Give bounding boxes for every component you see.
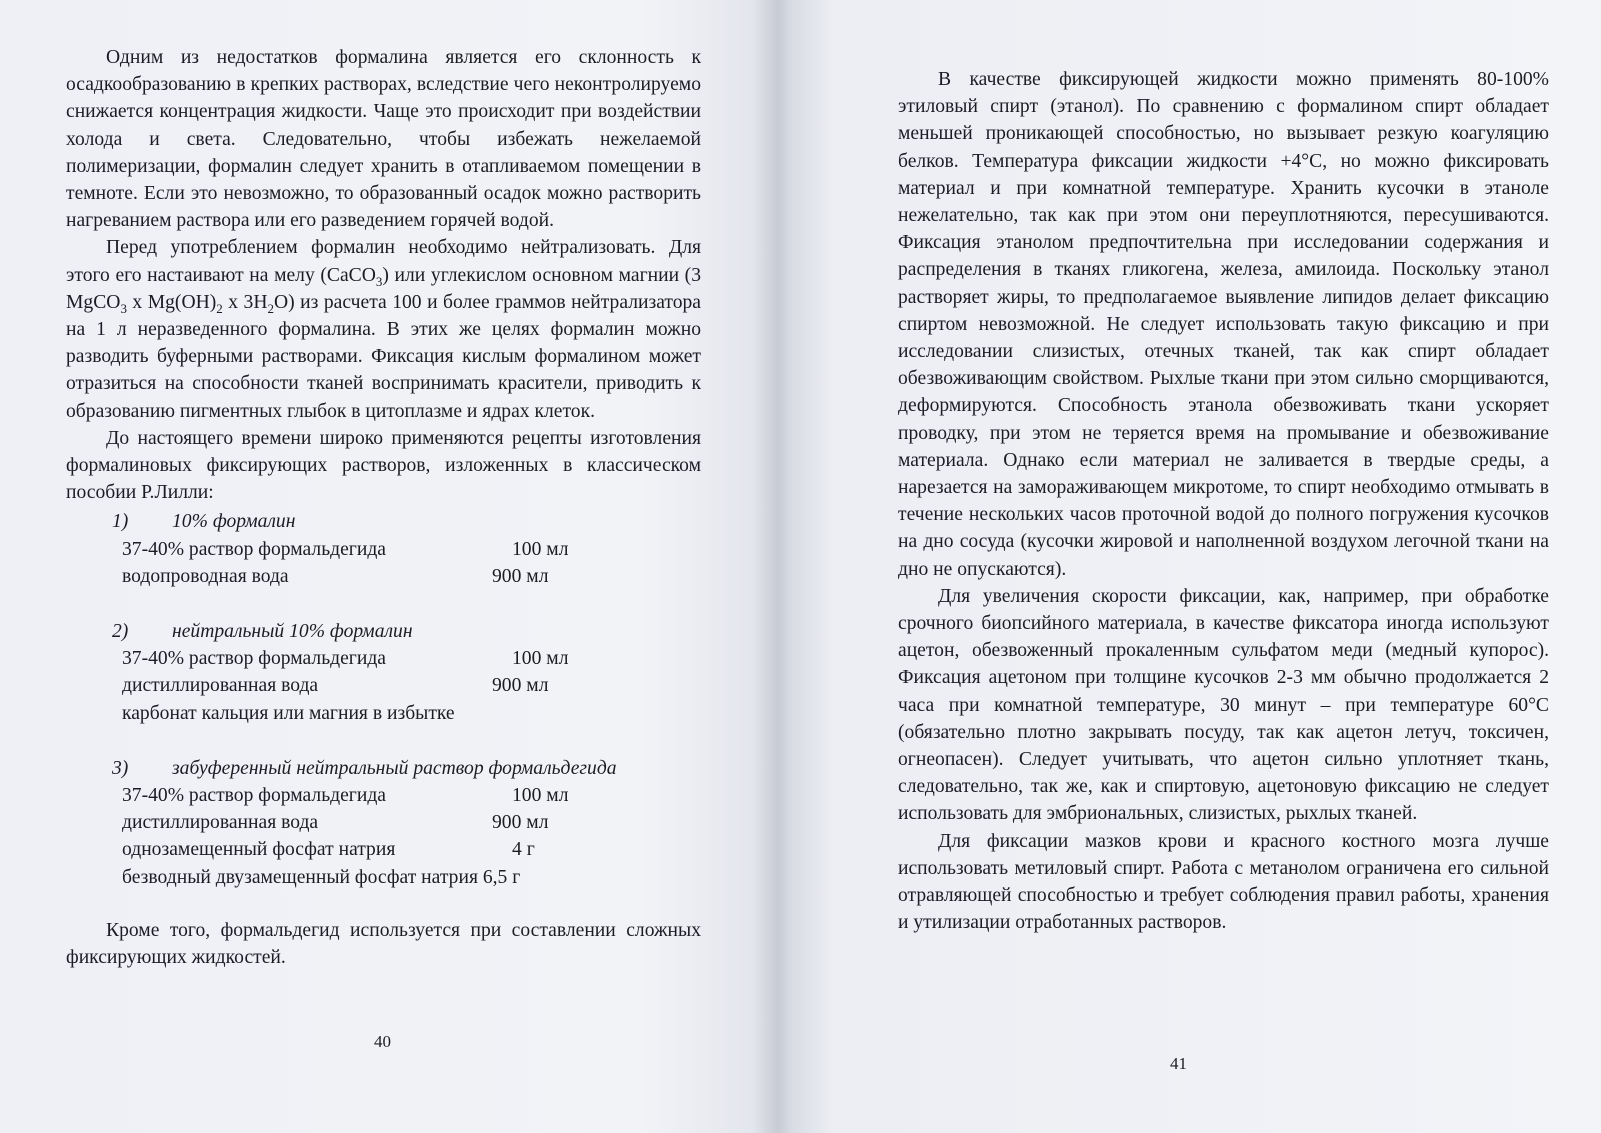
spacer	[66, 590, 701, 616]
paragraph-formalin-precipitation: Одним из недостатков формалина является его склонность к осадкообразованию в крепких растворах, вследствие чего неконтролируемо снижается концентрация жидкости. Чаще это происходит при воздействии холода и света. Следовательно, чтобы избежать нежелаемой полимеризации, формалин следует хранить в отапливаемом помещении в темноте. Если это невозможно, то образованный осадок можно растворить нагреванием раствора или его разведением горячей водой.	[66, 47, 701, 232]
ingredient-row	[66, 536, 701, 563]
paragraph-methanol-fixation: Для фиксации мазков крови и красного костного мозга лучше использовать метиловый спирт. Работа с метанолом ограничена его сильной отравляющей способностью и требует соблюдения правил работы, хранения и утилизации отработанных растворов.	[898, 830, 1549, 934]
paragraph-neutralization	[66, 234, 701, 424]
ingredient-name: водопроводная вода	[122, 565, 289, 587]
ingredient-qty: 900 мл	[492, 675, 549, 697]
recipe-name: забуференный нейтральный раствор формальдегида	[172, 757, 617, 779]
page-number-left: 40	[374, 1032, 391, 1051]
spacer	[66, 891, 701, 917]
right-page	[898, 66, 1549, 937]
paragraph-ethanol-fixation: В качестве фиксирующей жидкости можно применять 80-100% этиловый спирт (этанол). По сравнению с формалином спирт обладает меньшей проникающей способностью, но вызывает резкую коагуляцию белков. Температура фиксации жидкости +4°С, но можно фиксировать материал и при комнатной температуре. Хранить кусочки в этаноле нежелательно, так как при этом они переуплотняются, пересушиваются. Фиксация этанолом предпочтительна при исследовании содержания и распределения в тканях гликогена, железа, амилоида. Поскольку этанол растворяет жиры, то предполагаемое выявление липидов делает фиксацию спиртом невозможной. Не следует использовать такую фиксацию и при исследовании слизистых, отечных тканей, так как спирт обладает обезвоживающим свойством. Рыхлые ткани при этом сильно сморщиваются, деформируются. Способность этанола обезвоживать ткани ускоряет проводку, при этом не теряется время на промывание и обезвоживание материала. Однако если материал не заливается в твердые среды, а нарезается на замораживающем микротоме, то спирт необходимо отмывать в течение нескольких часов проточной водой до полного погружения кусочков на дно сосуда (кусочки жировой и наполненной воздухом легочной ткани на дно не опускаются).	[898, 69, 1549, 580]
ingredient-name: 37-40% раствор формальдегида	[122, 538, 386, 560]
ingredient-row	[66, 782, 701, 809]
subscript: 2	[267, 300, 275, 316]
subscript: 2	[216, 300, 223, 316]
recipe-number: 2)	[112, 621, 129, 643]
recipe-number: 3)	[112, 757, 129, 779]
ingredient-name: дистиллированная вода	[122, 675, 319, 697]
ingredient-name: 37-40% раствор формальдегида	[122, 648, 386, 670]
spacer	[66, 727, 701, 753]
ingredient-qty: 900 мл	[492, 812, 549, 834]
ingredient-row	[66, 809, 701, 836]
ingredient-qty: 100 мл	[512, 648, 569, 670]
paragraph-recipes-intro: До настоящего времени широко применяются рецепты изготовления формалиновых фиксирующих растворов, изложенных в классическом пособии Р.Лилли:	[66, 427, 701, 504]
left-page	[66, 44, 701, 971]
paragraph-complex-fixatives: Кроме того, формальдегид используется при составлении сложных фиксирующих жидкостей.	[66, 919, 701, 969]
text-fragment: x 3H	[222, 291, 268, 313]
recipe-title	[66, 618, 701, 645]
ingredient-name: дистиллированная вода	[122, 812, 319, 834]
recipe-title	[66, 508, 701, 535]
ingredient-row	[66, 836, 701, 863]
ingredient-qty: 4 г	[512, 839, 535, 861]
ingredient-row	[66, 672, 701, 699]
recipe-note: карбонат кальция или магния в избытке	[122, 702, 455, 724]
ingredient-row	[66, 563, 701, 590]
text-fragment: Перед употреблением формалин необходимо нейтрализовать. Для этого его настаивают на мелу (CaCO	[66, 237, 701, 286]
recipe-3	[66, 755, 701, 891]
recipe-note: безводный двузамещенный фосфат натрия 6,5 г	[122, 866, 521, 888]
page-number-right: 41	[1170, 1054, 1187, 1073]
ingredient-qty: 900 мл	[492, 565, 549, 587]
text-fragment: O) из расчета 100 и более граммов нейтрализатора на 1 л неразведенного формалина. В этих же целях формалин можно разводить буферными растворами. Фиксация кислым формалином может отразиться на способности тканей воспринимать красители, приводить к образованию пигментных глыбок в цитоплазме и ядрах клеток.	[66, 291, 701, 422]
recipe-1	[66, 508, 701, 590]
recipe-name: нейтральный 10% формалин	[172, 621, 413, 643]
ingredient-row	[66, 645, 701, 672]
text-fragment: x Mg(OH)	[126, 291, 217, 313]
recipe-2	[66, 618, 701, 727]
paragraph-acetone-fixation: Для увеличения скорости фиксации, как, например, при обработке срочного биопсийного материала, в качестве фиксатора иногда используют ацетон, обезвоженный прокаленным сульфатом меди (медный купорос). Фиксация ацетоном при толщине кусочков 2-3 мм обычно продолжается 2 часа при комнатной температуре, 30 минут – при температуре 60°С (обязательно плотно закрывать посуду, так как ацетон летуч, токсичен, огнеопасен). Следует учитывать, что ацетон сильно уплотняет ткань, следовательно, так же, как и спиртовую, ацетоновую фиксацию не следует использовать для эмбриональных, слизистых, рыхлых тканей.	[898, 585, 1549, 825]
recipe-name: 10% формалин	[172, 511, 296, 533]
ingredient-qty: 100 мл	[512, 785, 569, 807]
ingredient-qty: 100 мл	[512, 538, 569, 560]
ingredient-name: однозамещенный фосфат натрия	[122, 839, 396, 861]
text-fragment: ) или углекислом основном магнии (3 MgCO	[66, 264, 702, 313]
subscript: 3	[120, 300, 127, 316]
recipe-number: 1)	[112, 511, 129, 533]
ingredient-name: 37-40% раствор формальдегида	[122, 785, 386, 807]
recipe-title	[66, 755, 701, 782]
subscript: 3	[375, 273, 383, 289]
